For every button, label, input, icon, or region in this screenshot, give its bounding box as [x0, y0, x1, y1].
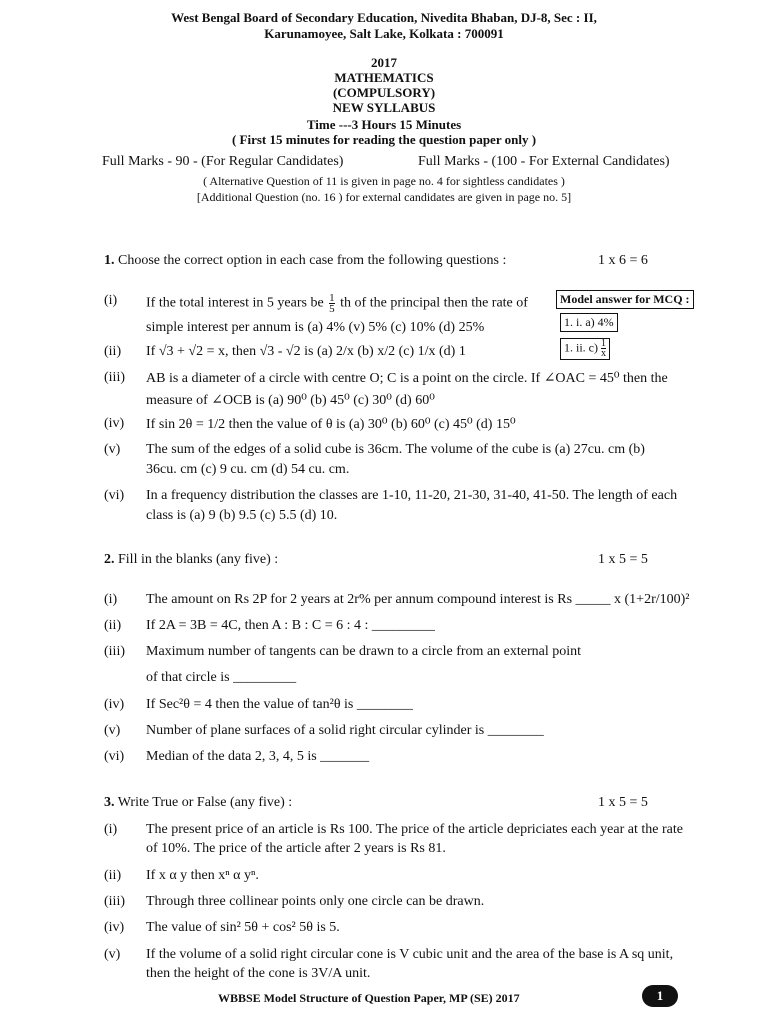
q1-item-number: (vi) [104, 488, 125, 503]
model-answer-label: Model answer for MCQ : [556, 290, 694, 309]
page-number-badge: 1 [642, 985, 678, 1007]
q3-text: Write True or False (any five) : [117, 795, 293, 810]
q1-item-text [146, 293, 528, 314]
q1-item-number: (i) [104, 293, 118, 308]
additional-note: [Additional Question (no. 16 ) for external candidates are given in page no. 5] [196, 190, 572, 204]
q3-item-text: If x α y then xⁿ α yⁿ. [146, 868, 259, 883]
footer-text: WBBSE Model Structure of Question Paper, MP (SE) 2017 [218, 991, 520, 1005]
q1-number: 1. [104, 253, 115, 268]
time-label: Time ---3 Hours 15 Minutes [306, 117, 462, 132]
q3-item-line2: of 10%. The price of the article after 2 years is Rs 81. [146, 841, 446, 856]
q1-item-line-part: th of the principal then the rate of [340, 295, 528, 311]
syllabus-label: NEW SYLLABUS [332, 100, 436, 115]
q2-item-text: Number of plane surfaces of a solid right circular cylinder is ________ [146, 723, 544, 738]
subject-type: (COMPULSORY) [332, 85, 436, 100]
q1-item-number: (ii) [104, 344, 122, 359]
q1-item-line2: class is (a) 9 (b) 9.5 (c) 5.5 (d) 10. [146, 508, 338, 523]
q1-item-text: AB is a diameter of a circle with centre O; C is a point on the circle. If ∠OAC = 45⁰ then the [146, 371, 668, 386]
q1-item-text: If sin 2θ = 1/2 then the value of θ is (a) 30⁰ (b) 60⁰ (c) 45⁰ (d) 15⁰ [146, 417, 516, 432]
q3-item-text: The value of sin² 5θ + cos² 5θ is 5. [146, 920, 340, 935]
q1-item-text: In a frequency distribution the classes are 1-10, 11-20, 21-30, 31-40, 41-50. The length of each [146, 488, 678, 503]
q3-item-number: (i) [104, 822, 118, 837]
q2-item-text: The amount on Rs 2P for 2 years at 2r% per annum compound interest is Rs _____ x (1+2r/100)² [146, 592, 690, 607]
q2-item-text: If Sec²θ = 4 then the value of tan²θ is ________ [146, 697, 413, 712]
q3-marks: 1 x 5 = 5 [598, 795, 648, 810]
q2-item-number: (v) [104, 723, 121, 738]
q1-item-number: (iii) [104, 370, 125, 385]
q1-item-line2: simple interest per annum is (a) 4% (v) 5% (c) 10% (d) 25% [146, 320, 485, 335]
model-answer-2-fraction: $\frac{1}{x}$ [601, 338, 606, 359]
q1-item-text: The sum of the edges of a solid cube is 36cm. The volume of the cube is (a) 27cu. cm (b) [146, 442, 645, 457]
q3-heading [104, 795, 292, 811]
alternative-note: ( Alternative Question of 11 is given in page no. 4 for sightless candidates ) [203, 174, 565, 188]
q2-text: Fill in the blanks (any five) : [118, 552, 279, 567]
board-address-line2: Karunamoyee, Salt Lake, Kolkata : 700091 [264, 26, 504, 41]
q1-item-number: (iv) [104, 416, 125, 431]
q2-item-number: (iii) [104, 644, 125, 659]
q3-item-number: (ii) [104, 868, 122, 883]
q3-item-number: (v) [104, 947, 121, 962]
model-answer-1: 1. i. a) 4% [560, 313, 618, 332]
q1-item-line2: 36cu. cm (c) 9 cu. cm (d) 54 cu. cm. [146, 462, 350, 477]
q1-marks: 1 x 6 = 6 [598, 253, 648, 268]
q2-item-number: (i) [104, 592, 118, 607]
q1-text: Choose the correct option in each case from the following questions : [118, 253, 507, 268]
q2-item-text: Median of the data 2, 3, 4, 5 is _______ [146, 749, 370, 764]
q3-item-number: (iii) [104, 894, 125, 909]
q2-marks: 1 x 5 = 5 [598, 552, 648, 567]
q3-item-text: Through three collinear points only one circle can be drawn. [146, 894, 485, 909]
full-marks-regular: Full Marks - 90 - (For Regular Candidates) [102, 154, 344, 169]
q1-heading [104, 253, 506, 269]
model-answer-2 [560, 338, 610, 360]
q1-item-text: If √3 + √2 = x, then √3 - √2 is (a) 2/x (b) x/2 (c) 1/x (d) 1 [146, 344, 466, 359]
q3-item-number: (iv) [104, 920, 125, 935]
board-address-line1: West Bengal Board of Secondary Education, Nivedita Bhaban, DJ-8, Sec : II, [171, 10, 597, 25]
q2-item-number: (ii) [104, 618, 122, 633]
q2-item-text: If 2A = 3B = 4C, then A : B : C = 6 : 4 : _________ [146, 618, 435, 633]
q2-item-text: Maximum number of tangents can be drawn to a circle from an external point [146, 644, 582, 659]
reading-note: ( First 15 minutes for reading the question paper only ) [231, 132, 537, 147]
q2-item-number: (iv) [104, 697, 125, 712]
subject-title: MATHEMATICS [334, 70, 434, 85]
q1-item-number: (v) [104, 442, 121, 457]
q2-heading [104, 552, 278, 568]
q3-item-line2: then the height of the cone is 3V/A unit. [146, 966, 371, 981]
q2-item-line2: of that circle is _________ [146, 670, 297, 685]
full-marks-external: Full Marks - (100 - For External Candidates) [418, 154, 670, 169]
exam-year: 2017 [371, 55, 397, 70]
q1-item-line2: measure of ∠OCB is (a) 90⁰ (b) 45⁰ (c) 30⁰ (d) 60⁰ [146, 393, 435, 408]
q2-number: 2. [104, 552, 115, 567]
q2-item-number: (vi) [104, 749, 125, 764]
q3-item-text: The present price of an article is Rs 100. The price of the article depriciates each year at the rate [146, 822, 683, 837]
model-answer-2-text: 1. ii. c) [564, 340, 598, 355]
q3-item-text: If the volume of a solid right circular cone is V cubic unit and the area of the base is A sq unit, [146, 947, 674, 962]
q3-number: 3. [104, 795, 115, 810]
q1-item-line-part: If the total interest in 5 years be [146, 295, 324, 311]
fraction-one-fifth: $\frac{1}{5}$ [329, 292, 335, 315]
